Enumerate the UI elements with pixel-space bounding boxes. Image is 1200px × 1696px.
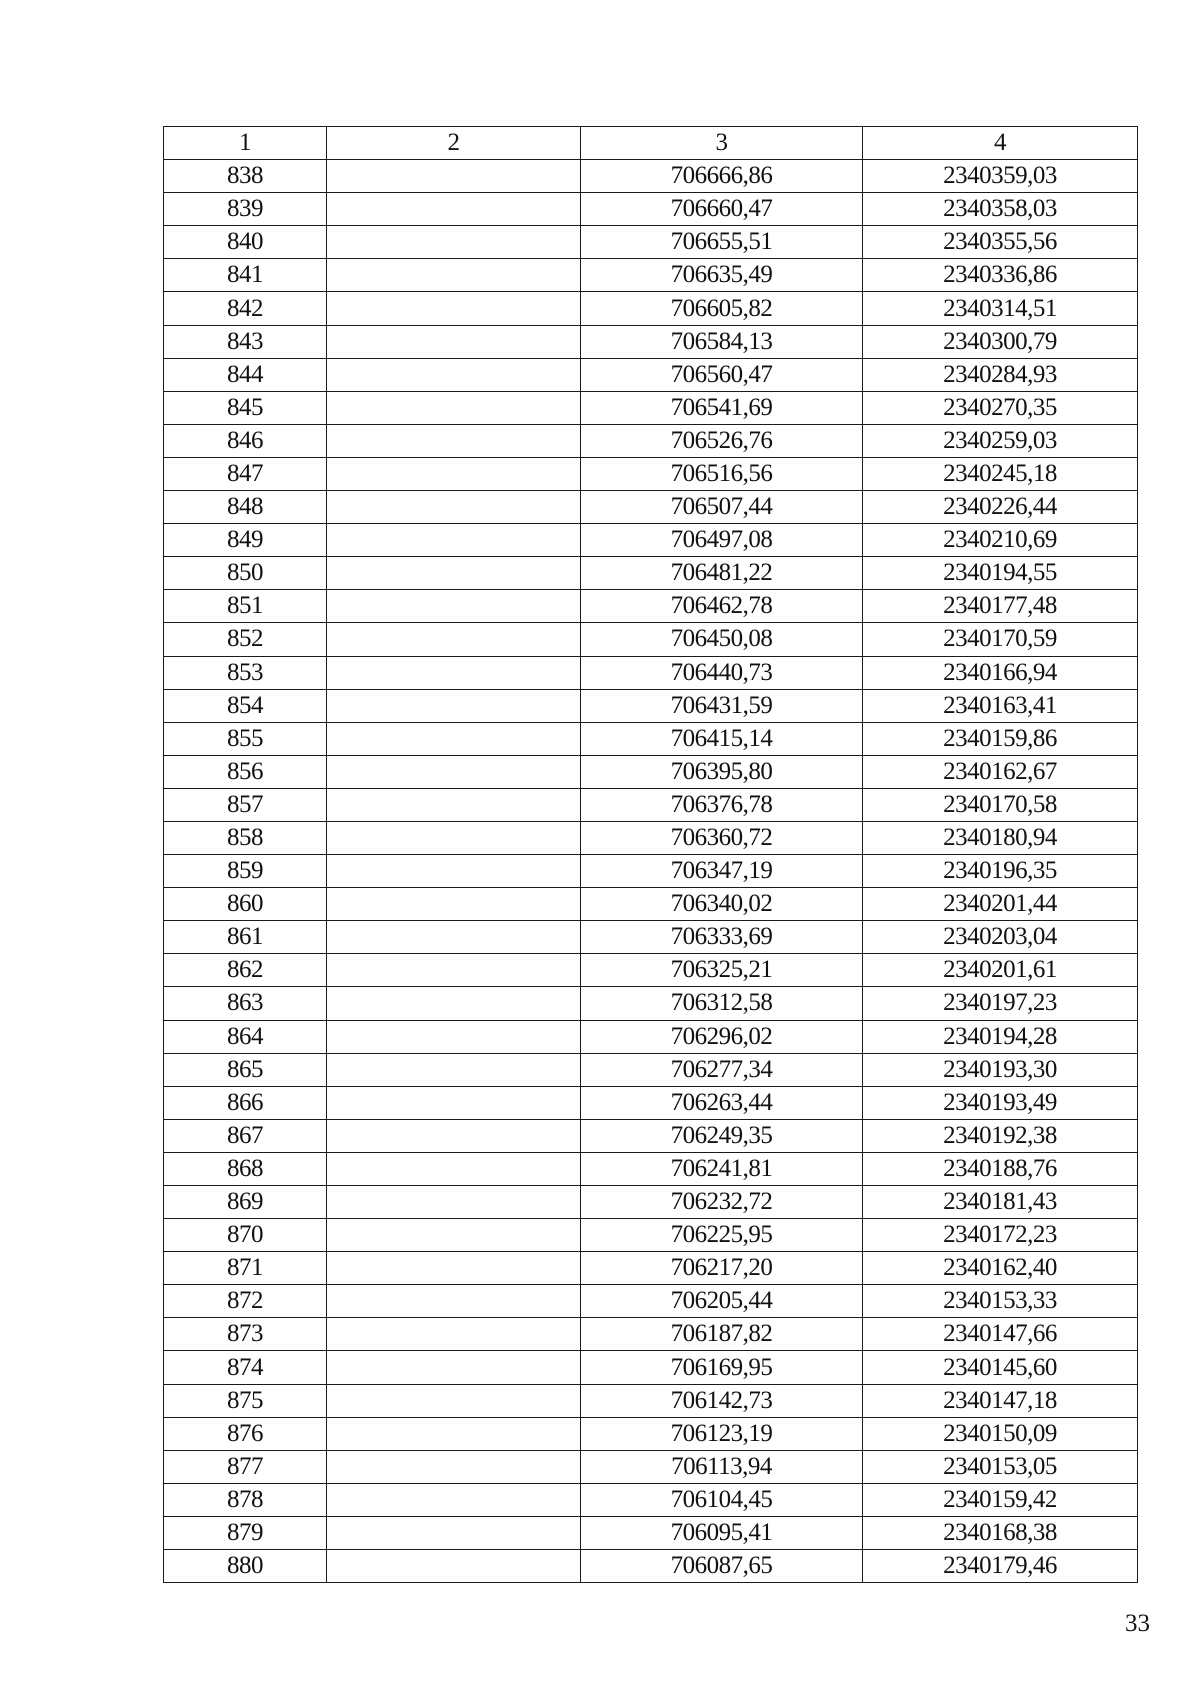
point-number: 855: [164, 722, 327, 755]
point-number: 856: [164, 755, 327, 788]
y-coordinate: 2340168,38: [863, 1516, 1138, 1549]
empty-cell: [327, 391, 581, 424]
table-row: [164, 491, 1138, 524]
empty-cell: [327, 491, 581, 524]
y-coordinate: 2340172,23: [863, 1219, 1138, 1252]
x-coordinate: 706481,22: [581, 557, 863, 590]
point-number: 859: [164, 855, 327, 888]
point-number: 842: [164, 292, 327, 325]
y-coordinate: 2340197,23: [863, 987, 1138, 1020]
x-coordinate: 706205,44: [581, 1285, 863, 1318]
table-row: [164, 193, 1138, 226]
point-number: 848: [164, 491, 327, 524]
y-coordinate: 2340193,30: [863, 1053, 1138, 1086]
y-coordinate: 2340284,93: [863, 358, 1138, 391]
x-coordinate: 706635,49: [581, 259, 863, 292]
x-coordinate: 706241,81: [581, 1152, 863, 1185]
table-row: [164, 1186, 1138, 1219]
empty-cell: [327, 1516, 581, 1549]
x-coordinate: 706142,73: [581, 1384, 863, 1417]
header-cell-3: 3: [581, 127, 863, 160]
x-coordinate: 706347,19: [581, 855, 863, 888]
table-row: [164, 259, 1138, 292]
point-number: 880: [164, 1550, 327, 1583]
x-coordinate: 706232,72: [581, 1186, 863, 1219]
empty-cell: [327, 1450, 581, 1483]
empty-cell: [327, 755, 581, 788]
y-coordinate: 2340336,86: [863, 259, 1138, 292]
empty-cell: [327, 921, 581, 954]
x-coordinate: 706095,41: [581, 1516, 863, 1549]
table-row: [164, 1152, 1138, 1185]
y-coordinate: 2340163,41: [863, 689, 1138, 722]
x-coordinate: 706123,19: [581, 1417, 863, 1450]
table-row: [164, 424, 1138, 457]
table-row: [164, 987, 1138, 1020]
point-number: 870: [164, 1219, 327, 1252]
empty-cell: [327, 855, 581, 888]
empty-cell: [327, 557, 581, 590]
table-row: [164, 1020, 1138, 1053]
point-number: 876: [164, 1417, 327, 1450]
y-coordinate: 2340153,05: [863, 1450, 1138, 1483]
x-coordinate: 706666,86: [581, 160, 863, 193]
empty-cell: [327, 1020, 581, 1053]
x-coordinate: 706225,95: [581, 1219, 863, 1252]
point-number: 854: [164, 689, 327, 722]
point-number: 863: [164, 987, 327, 1020]
point-number: 851: [164, 590, 327, 623]
y-coordinate: 2340201,61: [863, 954, 1138, 987]
point-number: 840: [164, 226, 327, 259]
point-number: 879: [164, 1516, 327, 1549]
empty-cell: [327, 590, 581, 623]
y-coordinate: 2340150,09: [863, 1417, 1138, 1450]
header-cell-2: 2: [327, 127, 581, 160]
table-header: [164, 127, 1138, 160]
point-number: 844: [164, 358, 327, 391]
point-number: 869: [164, 1186, 327, 1219]
x-coordinate: 706605,82: [581, 292, 863, 325]
point-number: 874: [164, 1351, 327, 1384]
point-number: 864: [164, 1020, 327, 1053]
y-coordinate: 2340153,33: [863, 1285, 1138, 1318]
table-row: [164, 1351, 1138, 1384]
table-row: [164, 821, 1138, 854]
x-coordinate: 706431,59: [581, 689, 863, 722]
empty-cell: [327, 1219, 581, 1252]
empty-cell: [327, 1186, 581, 1219]
empty-cell: [327, 689, 581, 722]
point-number: 865: [164, 1053, 327, 1086]
empty-cell: [327, 656, 581, 689]
y-coordinate: 2340193,49: [863, 1086, 1138, 1119]
table-row: [164, 855, 1138, 888]
table-row: [164, 1483, 1138, 1516]
y-coordinate: 2340145,60: [863, 1351, 1138, 1384]
y-coordinate: 2340358,03: [863, 193, 1138, 226]
table-row: [164, 226, 1138, 259]
empty-cell: [327, 788, 581, 821]
table-row: [164, 325, 1138, 358]
table-row: [164, 1219, 1138, 1252]
empty-cell: [327, 987, 581, 1020]
y-coordinate: 2340166,94: [863, 656, 1138, 689]
table-row: [164, 755, 1138, 788]
y-coordinate: 2340170,59: [863, 623, 1138, 656]
empty-cell: [327, 1550, 581, 1583]
header-row: [164, 127, 1138, 160]
point-number: 873: [164, 1318, 327, 1351]
table-row: [164, 1086, 1138, 1119]
point-number: 838: [164, 160, 327, 193]
empty-cell: [327, 259, 581, 292]
table-row: [164, 1053, 1138, 1086]
table-row: [164, 1285, 1138, 1318]
x-coordinate: 706584,13: [581, 325, 863, 358]
point-number: 866: [164, 1086, 327, 1119]
point-number: 868: [164, 1152, 327, 1185]
point-number: 852: [164, 623, 327, 656]
x-coordinate: 706325,21: [581, 954, 863, 987]
x-coordinate: 706660,47: [581, 193, 863, 226]
x-coordinate: 706395,80: [581, 755, 863, 788]
table-row: [164, 921, 1138, 954]
empty-cell: [327, 1318, 581, 1351]
point-number: 847: [164, 457, 327, 490]
x-coordinate: 706263,44: [581, 1086, 863, 1119]
x-coordinate: 706541,69: [581, 391, 863, 424]
x-coordinate: 706376,78: [581, 788, 863, 821]
empty-cell: [327, 226, 581, 259]
table-row: [164, 1384, 1138, 1417]
y-coordinate: 2340181,43: [863, 1186, 1138, 1219]
y-coordinate: 2340210,69: [863, 524, 1138, 557]
empty-cell: [327, 1384, 581, 1417]
x-coordinate: 706516,56: [581, 457, 863, 490]
empty-cell: [327, 1252, 581, 1285]
y-coordinate: 2340162,40: [863, 1252, 1138, 1285]
y-coordinate: 2340192,38: [863, 1119, 1138, 1152]
table-row: [164, 1252, 1138, 1285]
empty-cell: [327, 888, 581, 921]
table-row: [164, 722, 1138, 755]
y-coordinate: 2340300,79: [863, 325, 1138, 358]
x-coordinate: 706560,47: [581, 358, 863, 391]
y-coordinate: 2340359,03: [863, 160, 1138, 193]
point-number: 861: [164, 921, 327, 954]
table-row: [164, 391, 1138, 424]
y-coordinate: 2340226,44: [863, 491, 1138, 524]
table-row: [164, 888, 1138, 921]
point-number: 857: [164, 788, 327, 821]
x-coordinate: 706312,58: [581, 987, 863, 1020]
y-coordinate: 2340147,18: [863, 1384, 1138, 1417]
x-coordinate: 706296,02: [581, 1020, 863, 1053]
y-coordinate: 2340177,48: [863, 590, 1138, 623]
empty-cell: [327, 1086, 581, 1119]
point-number: 849: [164, 524, 327, 557]
point-number: 843: [164, 325, 327, 358]
y-coordinate: 2340194,55: [863, 557, 1138, 590]
empty-cell: [327, 193, 581, 226]
empty-cell: [327, 1053, 581, 1086]
table-row: [164, 557, 1138, 590]
empty-cell: [327, 160, 581, 193]
x-coordinate: 706104,45: [581, 1483, 863, 1516]
point-number: 875: [164, 1384, 327, 1417]
table-row: [164, 689, 1138, 722]
table-row: [164, 788, 1138, 821]
point-number: 871: [164, 1252, 327, 1285]
x-coordinate: 706415,14: [581, 722, 863, 755]
empty-cell: [327, 722, 581, 755]
point-number: 872: [164, 1285, 327, 1318]
table-row: [164, 656, 1138, 689]
y-coordinate: 2340259,03: [863, 424, 1138, 457]
y-coordinate: 2340159,42: [863, 1483, 1138, 1516]
table-row: [164, 1450, 1138, 1483]
x-coordinate: 706113,94: [581, 1450, 863, 1483]
y-coordinate: 2340162,67: [863, 755, 1138, 788]
table-row: [164, 1119, 1138, 1152]
x-coordinate: 706360,72: [581, 821, 863, 854]
empty-cell: [327, 1152, 581, 1185]
point-number: 846: [164, 424, 327, 457]
point-number: 853: [164, 656, 327, 689]
point-number: 877: [164, 1450, 327, 1483]
x-coordinate: 706249,35: [581, 1119, 863, 1152]
x-coordinate: 706333,69: [581, 921, 863, 954]
empty-cell: [327, 292, 581, 325]
x-coordinate: 706277,34: [581, 1053, 863, 1086]
table-body: [164, 160, 1138, 1583]
y-coordinate: 2340194,28: [863, 1020, 1138, 1053]
x-coordinate: 706507,44: [581, 491, 863, 524]
x-coordinate: 706655,51: [581, 226, 863, 259]
y-coordinate: 2340203,04: [863, 921, 1138, 954]
table-row: [164, 1516, 1138, 1549]
empty-cell: [327, 1483, 581, 1516]
x-coordinate: 706440,73: [581, 656, 863, 689]
x-coordinate: 706169,95: [581, 1351, 863, 1384]
empty-cell: [327, 325, 581, 358]
y-coordinate: 2340188,76: [863, 1152, 1138, 1185]
header-cell-1: 1: [164, 127, 327, 160]
table-row: [164, 1318, 1138, 1351]
empty-cell: [327, 1417, 581, 1450]
table-row: [164, 524, 1138, 557]
y-coordinate: 2340270,35: [863, 391, 1138, 424]
empty-cell: [327, 1119, 581, 1152]
empty-cell: [327, 821, 581, 854]
empty-cell: [327, 424, 581, 457]
empty-cell: [327, 954, 581, 987]
empty-cell: [327, 524, 581, 557]
point-number: 841: [164, 259, 327, 292]
point-number: 878: [164, 1483, 327, 1516]
x-coordinate: 706087,65: [581, 1550, 863, 1583]
y-coordinate: 2340201,44: [863, 888, 1138, 921]
coordinates-table: [163, 126, 1138, 1583]
point-number: 867: [164, 1119, 327, 1152]
point-number: 839: [164, 193, 327, 226]
page-number: 33: [1125, 1610, 1150, 1637]
x-coordinate: 706340,02: [581, 888, 863, 921]
x-coordinate: 706217,20: [581, 1252, 863, 1285]
y-coordinate: 2340196,35: [863, 855, 1138, 888]
y-coordinate: 2340314,51: [863, 292, 1138, 325]
table-row: [164, 1417, 1138, 1450]
point-number: 862: [164, 954, 327, 987]
y-coordinate: 2340170,58: [863, 788, 1138, 821]
point-number: 858: [164, 821, 327, 854]
x-coordinate: 706526,76: [581, 424, 863, 457]
empty-cell: [327, 457, 581, 490]
empty-cell: [327, 358, 581, 391]
y-coordinate: 2340179,46: [863, 1550, 1138, 1583]
y-coordinate: 2340147,66: [863, 1318, 1138, 1351]
empty-cell: [327, 1285, 581, 1318]
header-cell-4: 4: [863, 127, 1138, 160]
point-number: 850: [164, 557, 327, 590]
table-row: [164, 623, 1138, 656]
table-row: [164, 954, 1138, 987]
x-coordinate: 706450,08: [581, 623, 863, 656]
point-number: 860: [164, 888, 327, 921]
y-coordinate: 2340245,18: [863, 457, 1138, 490]
y-coordinate: 2340159,86: [863, 722, 1138, 755]
table-row: [164, 590, 1138, 623]
table-row: [164, 457, 1138, 490]
y-coordinate: 2340180,94: [863, 821, 1138, 854]
table-row: [164, 292, 1138, 325]
empty-cell: [327, 1351, 581, 1384]
point-number: 845: [164, 391, 327, 424]
x-coordinate: 706187,82: [581, 1318, 863, 1351]
table-row: [164, 1550, 1138, 1583]
empty-cell: [327, 623, 581, 656]
x-coordinate: 706462,78: [581, 590, 863, 623]
y-coordinate: 2340355,56: [863, 226, 1138, 259]
x-coordinate: 706497,08: [581, 524, 863, 557]
table-row: [164, 358, 1138, 391]
table-row: [164, 160, 1138, 193]
